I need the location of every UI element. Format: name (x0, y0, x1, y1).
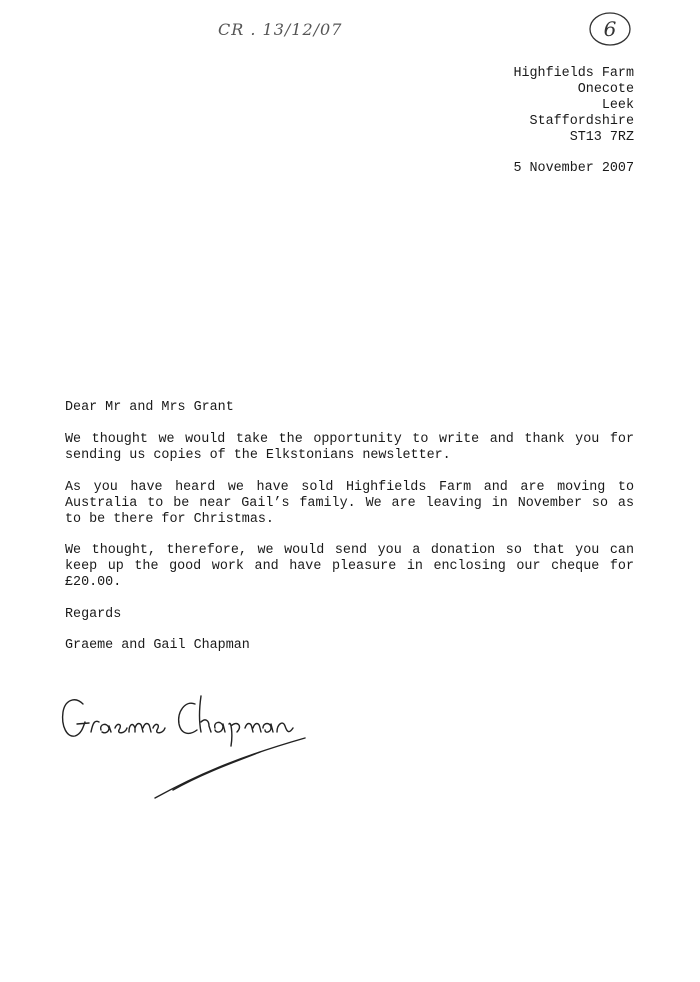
paragraph-3: We thought, therefore, we would send you a donation so that you can keep up the good work and have pleasure in enclosing our cheque for £20.00. (65, 543, 634, 590)
paragraph-2: As you have heard we have sold Highfields Farm and are moving to Australia to be near Gail’s family. We are leaving in November so as to be there for Christmas. (65, 480, 634, 527)
address-line-4: Staffordshire (529, 114, 634, 129)
address-line-3: Leek (601, 98, 634, 113)
address-line-5: ST13 7RZ (569, 130, 634, 145)
letter-date: 5 November 2007 (513, 161, 634, 176)
sender-address (513, 66, 634, 146)
paragraph-1: We thought we would take the opportunity to write and thank you for sending us copies of the Elkstonians newsletter. (65, 432, 634, 463)
address-line-1: Highfields Farm (513, 66, 634, 81)
address-line-2: Onecote (577, 82, 634, 97)
handwritten-signature (55, 690, 335, 805)
signatories: Graeme and Gail Chapman (65, 638, 250, 653)
page-number-mark (588, 10, 632, 48)
closing: Regards (65, 607, 122, 622)
salutation: Dear Mr and Mrs Grant (65, 400, 234, 415)
page-number: 6 (603, 17, 617, 41)
handwritten-filing-note: CR . 13/12/07 (218, 20, 343, 39)
